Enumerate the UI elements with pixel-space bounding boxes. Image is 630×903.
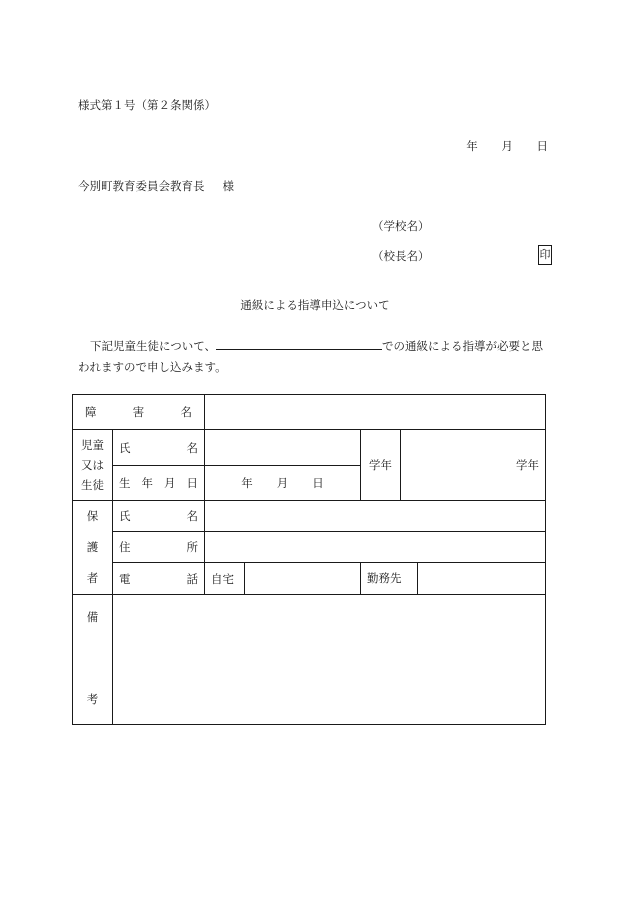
guardian-name-label: 氏 名: [113, 501, 205, 532]
request-paragraph: [78, 336, 554, 378]
student-name-label: 氏 名: [113, 430, 205, 466]
work-phone-label: 勤務先: [361, 563, 418, 594]
table-row: [73, 563, 546, 595]
home-phone-value[interactable]: [245, 563, 361, 595]
addressee: [78, 178, 234, 194]
date-line: [446, 138, 548, 154]
grade-value[interactable]: 学年: [401, 430, 546, 501]
guardian-name-value[interactable]: [205, 501, 546, 532]
disability-value-cell[interactable]: [205, 395, 546, 430]
date-day: 日: [536, 139, 548, 153]
grade-label: 学年: [361, 430, 401, 501]
table-row: [73, 595, 546, 725]
work-phone-cell[interactable]: [361, 563, 546, 595]
address-value[interactable]: [205, 532, 546, 563]
dob-label: 生 年 月 日: [113, 466, 205, 501]
addressee-honorific: 様: [222, 179, 234, 193]
table-row: [73, 501, 546, 532]
address-label: 住 所: [113, 532, 205, 563]
date-year: 年: [466, 139, 478, 153]
principal-name-label: （校長名）: [372, 249, 430, 263]
application-table: [72, 394, 546, 725]
school-name-label: （学校名）: [372, 219, 430, 233]
student-group-label: 児童 又は 生徒: [73, 430, 113, 501]
disability-label-cell: 障 害 名: [73, 395, 205, 430]
student-name-value[interactable]: [205, 430, 361, 466]
date-month: 月: [501, 139, 513, 153]
addressee-name: 今別町教育委員会教育長: [78, 179, 205, 193]
remarks-label: 備 考: [73, 595, 113, 725]
phone-label: 電 話: [113, 563, 205, 595]
home-phone-label: 自宅: [205, 563, 245, 595]
dob-value[interactable]: 年 月 日: [205, 466, 361, 501]
seal-mark: 印: [538, 245, 552, 265]
table-row: [73, 430, 546, 466]
body-text-after: での通級による指導が必要と思われますので申し込みます。: [78, 339, 544, 374]
table-row: [73, 532, 546, 563]
table-row: [73, 395, 546, 430]
body-text-before: 下記児童生徒について、: [90, 339, 217, 353]
form-number: 様式第１号（第２条関係）: [78, 98, 216, 112]
guardian-group-label: 保 護 者: [73, 501, 113, 595]
document-title: 通級による指導申込について: [240, 298, 390, 312]
school-blank-line[interactable]: [216, 337, 382, 350]
remarks-value[interactable]: [113, 595, 546, 725]
